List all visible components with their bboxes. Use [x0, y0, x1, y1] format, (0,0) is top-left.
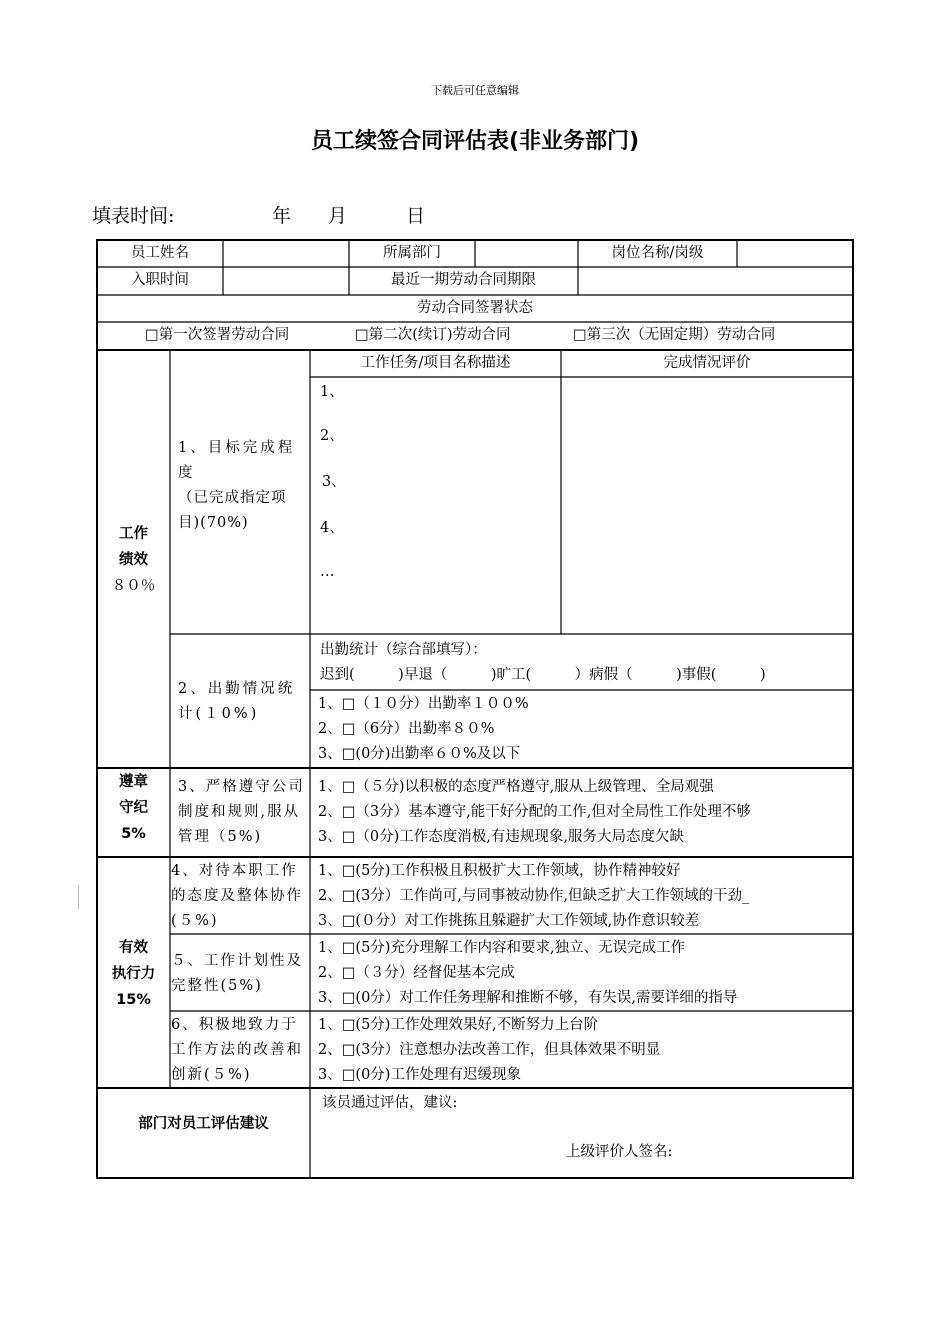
name-field[interactable] [224, 241, 348, 266]
discipline-option[interactable]: 3、□（0分)工作态度消极,有违规现象,服务大局态度欠缺 [318, 829, 685, 845]
discipline-category [97, 769, 170, 847]
performance-category-line: 绩效 [119, 552, 148, 568]
evaluation-header: 完成情况评价 [663, 355, 751, 371]
attendance-option[interactable]: 1、□（１０分）出勤率１００% [318, 696, 529, 712]
contract-term-field[interactable] [579, 268, 852, 294]
attitude-option[interactable]: 2、□(3分）工作尚可,与同事被动协作,但缺乏扩大工作领域的干劲_ [318, 888, 750, 904]
name-label: 员工姓名 [131, 245, 189, 261]
execution-category-line: 执行力 [111, 966, 156, 982]
item-attitude-cooperation: 4、对待本职工作的态度及整体协作(５%) [171, 863, 303, 929]
year-label: 年 [272, 205, 292, 227]
attitude-option[interactable]: 1、□(5分)工作积极且积极扩大工作领域，协作精神较好 [318, 863, 681, 879]
contract-status-label: 劳动合同签署状态 [417, 300, 533, 316]
status-option-third[interactable]: □第三次（无固定期）劳动合同 [573, 327, 776, 343]
discipline-category-weight: 5% [121, 826, 146, 842]
item-target-completion: 1、目标完成程度 [178, 440, 296, 481]
discipline-option[interactable]: 2、□（3分）基本遵守,能干好分配的工作,但对全局性工作处理不够 [318, 804, 751, 820]
supervisor-signature-label: 上级评价人签名: [566, 1144, 673, 1160]
advice-text[interactable]: 该员通过评估，建议: [322, 1095, 458, 1111]
dept-label: 所属部门 [383, 245, 441, 261]
item-discipline: 3、严格遵守公司制度和规则,服从管理（5%) [178, 779, 305, 845]
item-attendance: 2、出勤情况统计(１0%) [178, 681, 296, 722]
task-item[interactable]: 2、 [320, 428, 344, 444]
task-item[interactable]: 1、 [320, 384, 344, 400]
execution-category-weight: 15% [116, 992, 151, 1008]
performance-category [97, 521, 170, 599]
fill-date-label: 填表时间: [92, 205, 175, 227]
attendance-option[interactable]: 2、□（6分）出勤率８０% [318, 721, 495, 737]
advice-label: 部门对员工评估建议 [138, 1116, 269, 1132]
status-option-second[interactable]: □第二次(续订)劳动合同 [355, 327, 511, 343]
day-label: 日 [406, 205, 426, 227]
improvement-option[interactable]: 3、□(0分)工作处理有迟缓现象 [318, 1067, 521, 1083]
month-label: 月 [328, 205, 348, 227]
performance-category-line: 工作 [119, 526, 148, 542]
position-field[interactable] [738, 241, 852, 266]
execution-category [97, 935, 170, 1013]
position-label: 岗位名称/岗级 [611, 245, 704, 261]
entry-date-label: 入职时间 [131, 272, 189, 288]
discipline-category-line: 遵章 [119, 774, 148, 790]
performance-category-weight: ８０％ [111, 578, 156, 594]
dept-field[interactable] [476, 241, 577, 266]
download-note: 下载后可任意编辑 [431, 84, 519, 97]
task-item[interactable]: 4、 [320, 520, 344, 536]
form-title: 员工续签合同评估表(非业务部门) [310, 129, 640, 154]
contract-term-label: 最近一期劳动合同期限 [391, 272, 536, 288]
attitude-option[interactable]: 3、□(０分）对工作挑拣且躲避扩大工作领域,协作意识较差 [318, 913, 700, 929]
item-planning: ５、工作计划性及完整性(5%) [171, 953, 303, 994]
improvement-option[interactable]: 2、□(3分）注意想办法改善工作，但具体效果不明显 [318, 1042, 661, 1058]
attendance-title: 出勤统计（综合部填写）： [320, 642, 487, 658]
task-item[interactable]: 3、 [322, 474, 346, 490]
planning-option[interactable]: 2、□（３分）经督促基本完成 [318, 965, 515, 981]
discipline-option[interactable]: 1、□（５分)以积极的态度严格遵守,服从上级管理、全局观强 [318, 779, 714, 795]
evaluation-field[interactable] [562, 378, 852, 633]
status-option-first[interactable]: □第一次签署劳动合同 [145, 327, 290, 343]
attendance-counts[interactable]: 迟到( )早退（ )旷工( ）病假（ )事假( ) [320, 667, 766, 683]
discipline-category-line: 守纪 [119, 800, 148, 816]
improvement-option[interactable]: 1、□(5分)工作处理效果好,不断努力上台阶 [318, 1017, 599, 1033]
task-header: 工作任务/项目名称描述 [360, 355, 511, 371]
item-target-completion-sub: （已完成指定项目)(70%) [178, 490, 287, 531]
attendance-option[interactable]: 3、□(0分)出勤率６０%及以下 [318, 746, 521, 762]
item-improvement: 6、积极地致力于工作方法的改善和创新(５%) [171, 1017, 303, 1083]
task-item[interactable]: … [320, 564, 335, 580]
planning-option[interactable]: 3、□(0分）对工作任务理解和推断不够，有失误,需要详细的指导 [318, 990, 738, 1006]
entry-date-field[interactable] [224, 268, 348, 294]
execution-category-line: 有效 [119, 940, 148, 956]
margin-mark [78, 885, 79, 909]
planning-option[interactable]: 1、□(5分)充分理解工作内容和要求,独立、无误完成工作 [318, 940, 686, 956]
